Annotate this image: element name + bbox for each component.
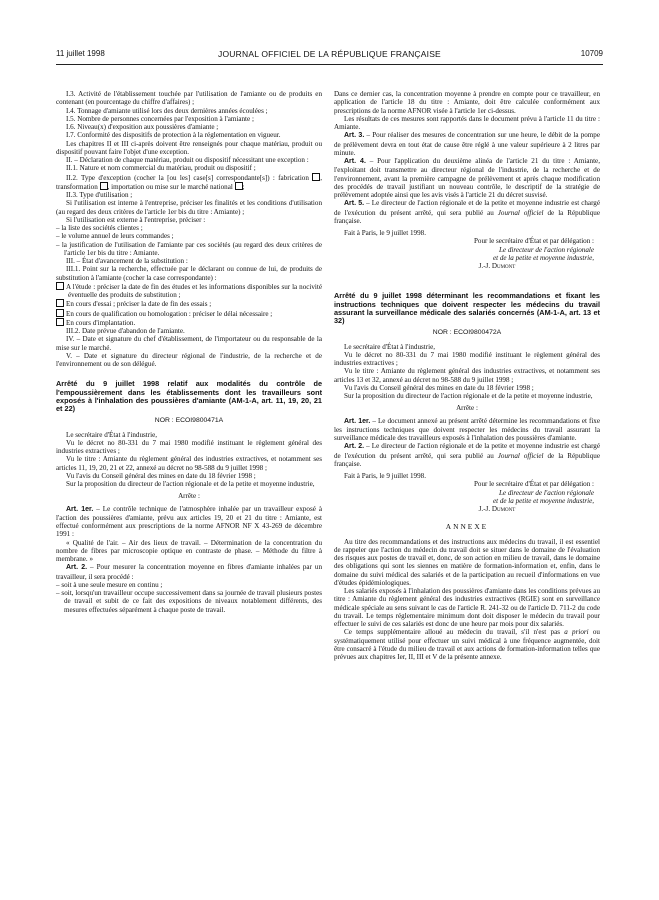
list-item: – soit, lorsqu'un travailleur occupe successivement dans sa journée de travail plusieurs postes de travail et subit de ce fait des expositions de niveaux notablement différents, des mesures effectuées séparément à chaque poste de travail. — [56, 589, 322, 614]
paragraph: I.6. Niveau(x) d'exposition aux poussières d'amiante ; — [66, 123, 219, 131]
checkbox-icon — [56, 318, 64, 326]
paragraph: Vu le titre : Amiante du règlement général des industries extractives, et notamment ses articles 13 et 32, annexé au décret no 98-588 du 9 juillet 1998 ; — [334, 367, 600, 384]
article-text: – Le directeur de l'action régionale et de la petite et moyenne industrie est chargé de l'exécution du présent arrêté, qui sera publié au — [334, 199, 601, 217]
decree-title: Arrêté du 9 juillet 1998 relatif aux modalités du contrôle de l'empoussièrement dans les établissements dont les travailleurs sont exposés à l'inhalation des poussières d'amiante (AM-1-A, art. 11, 19, 20, 21 et 22) — [56, 379, 322, 414]
paragraph: III.1. Point sur la recherche, effectuée par le déclarant ou connue de lui, de produits de substitution à l'amiante (cocher la case correspondante) : — [56, 265, 322, 282]
article-text: – Pour réaliser des mesures de concentration sur une heure, le débit de la pompe de prélèvement devra en tout état de cause être réglé à une valeur supérieure à 2 litres par minute. — [334, 131, 600, 157]
checkbox-item — [56, 309, 322, 318]
annexe-heading: ANNEXE — [445, 522, 489, 532]
exception-type-text: , transformation — [56, 173, 322, 191]
paragraph: I.3. Activité de l'établissement touchée par l'utilisation de l'amiante ou de produits en contenant (en pourcentage du chiffre d'affaires) ; — [56, 90, 322, 107]
signatory-name: J.-J. Dumont — [478, 505, 516, 514]
paragraph-text: ou systématiquement utilisé pour effectuer un suivi médical à une fréquence augmentée, doit être consacré à l'étude du milieu de travail et aux actions de formation-information telles que prévues aux chapitres Ier, II, III et V de la présente annexe. — [334, 628, 600, 662]
signature-line: Pour le secrétaire d'État et par délégation : — [473, 237, 594, 246]
paragraph: III.2. Date prévue d'abandon de l'amiante. — [66, 327, 185, 335]
article-label: Art. 2. — [66, 564, 88, 572]
paragraph: Les salariés exposés à l'inhalation des poussières d'amiante dans les conditions prévues au titre : Amiante du règlement général des industries extractives (RGIE) sont en surveillance médicale spéciale au sens suivant le cas de l'article R. 241-32 ou de l'article D. 711-2 du code du travail. Le temps réglementaire minimum dont doit disposer le médecin du travail pour effectuer le suivi de ces salariés est donc de une heure par mois pour dix salariés. — [334, 587, 600, 629]
paragraph: Si l'utilisation est interne à l'entreprise, préciser les finalités et les conditions d'utilisation (au regard des deux critères de l'article 1er bis du titre : Amiante) ; — [56, 199, 322, 216]
signature-title: et de la petite et moyenne industrie, — [492, 496, 594, 505]
paragraph: Sur la proposition du directeur de l'action régionale et de la petite et moyenne industrie, — [66, 480, 315, 489]
article-text: – Pour mesurer la concentration moyenne en fibres d'amiante inhalées par un travailleur, il sera procédé : — [56, 563, 322, 581]
page-number: 10709 — [580, 49, 603, 58]
checkbox-icon — [100, 182, 108, 190]
checkbox-label: A l'étude : préciser la date de fin des études et les informations disponibles sur la nocivité éventuelle des produits de substitution ; — [66, 282, 322, 299]
article-4 — [334, 157, 600, 199]
article-text: de la République française. — [334, 208, 600, 225]
journal-title: JOURNAL OFFICIEL DE LA RÉPUBLIQUE FRANÇAISE — [218, 49, 441, 59]
paragraph: Le secrétaire d'État à l'industrie, — [344, 342, 435, 351]
article-2 — [334, 442, 600, 468]
paragraph: Si l'utilisation est externe à l'entreprise, préciser : — [66, 215, 206, 224]
paragraph: Dans ce dernier cas, la concentration moyenne à prendre en compte pour ce travailleur, en application de l'article 18 du titre : Amiante, doit être calculée conformément aux prescriptions de la norme AFNOR visée à l'article 1er ci-dessus. — [334, 90, 600, 115]
paragraph: II.3. Type d'utilisation ; — [66, 191, 133, 199]
article-1 — [334, 417, 600, 443]
checkbox-label: En cours d'essai ; préciser la date de fin des essais ; — [66, 300, 212, 309]
article-text: de la République française. — [334, 451, 600, 468]
paragraph: Vu le décret no 80-331 du 7 mai 1980 modifié instituant le règlement général des industries extractives ; — [56, 438, 322, 456]
page-header — [56, 50, 603, 62]
paragraph: V. – Date et signature du directeur régional de l'industrie, de la recherche et de l'environnement ou de son délégué. — [56, 351, 322, 368]
signing-place-date: Fait à Paris, le 9 juillet 1998. — [344, 229, 426, 237]
article-text: – Le document annexé au présent arrêté détermine les recommandations et fixe les instructions techniques que doivent respecter les médecins du travail assurant la surveillance médicale des travailleurs exposés à l'inhalation des poussières d'amiante. — [334, 416, 600, 443]
nor-reference: NOR : ECOI9800471A — [154, 417, 224, 425]
checkbox-item — [56, 318, 322, 327]
exception-type-text: ; — [242, 182, 245, 191]
checkbox-icon — [235, 182, 243, 190]
paragraph: Vu le décret no 80-331 du 7 mai 1980 modifié instituant le règlement général des industries extractives ; — [334, 350, 600, 368]
section-heading: III. – État d'avancement de la substitution : — [66, 257, 188, 265]
signatory-name: J.-J. Dumont — [478, 262, 516, 270]
checkbox-item — [56, 299, 322, 308]
checkbox-item — [56, 282, 322, 300]
article-2 — [56, 563, 322, 581]
section-heading: II. – Déclaration de chaque matériau, produit ou dispositif nécessitant une exception : — [66, 156, 309, 164]
article-label: Art. 3. — [344, 132, 365, 140]
emphasis-text: a priori — [564, 628, 589, 637]
article-text: – Pour l'application du deuxième alinéa de l'article 21 du titre : Amiante, l'exploitant doit transmettre au directeur régional de l'industrie, de la recherche et de l'environnement, avant la première campagne de prélèvement et après chaque modification des procédés de travail justifiant un nouveau contrôle, le descriptif de la stratégie de prélèvement adoptée ainsi que les avis visés à l'article 21 du décret susvisé. — [334, 157, 600, 199]
checkbox-icon — [56, 309, 64, 317]
paragraph: Sur la proposition du directeur de l'action régionale et de la petite et moyenne industrie, — [344, 392, 593, 401]
exception-type-text: , importation ou mise sur le marché national — [107, 182, 233, 191]
article-text: – Le directeur de l'action régionale et de la petite et moyenne industrie est chargé de l'exécution du présent arrêté, qui sera publié au — [334, 442, 601, 460]
journal-name: Journal officiel — [497, 208, 544, 217]
checkbox-icon — [56, 299, 64, 307]
signature-title: Le directeur de l'action régionale — [498, 488, 594, 497]
left-column — [56, 90, 322, 614]
arrete-heading: Arrête : — [178, 492, 200, 501]
arrete-heading: Arrête : — [456, 404, 478, 413]
paragraph-text: Ce temps supplémentaire alloué au médecin du travail, s'il n'est pas — [344, 628, 565, 637]
paragraph: Les résultats de ces mesures sont rapportés dans le document prévu à l'article 11 du titre : Amiante. — [334, 114, 600, 131]
checkbox-icon — [56, 282, 64, 290]
signature-title: Le directeur de l'action régionale — [498, 245, 594, 254]
article-label: Art. 2. — [344, 443, 365, 451]
list-item: – le volume annuel de leurs commandes ; — [56, 232, 174, 241]
article-5 — [334, 199, 600, 225]
list-item: – soit à une seule mesure en continu ; — [56, 580, 163, 589]
exception-type-text: II.2. Type d'exception (cocher la [ou les] case[s] correspondante[s]) : fabrication — [66, 173, 309, 182]
paragraph: « Qualité de l'air. – Air des lieux de travail. – Détermination de la concentration du nombre de fibres par microscopie optique en contraste de phase. – Méthode du filtre à membrane. » — [56, 538, 322, 564]
signature-line: Pour le secrétaire d'État et par délégation : — [473, 480, 594, 489]
article-text: – Le contrôle technique de l'atmosphère inhalée par un travailleur exposé à l'action des poussières d'amiante, prévu aux articles 19, 20 et 21 du titre : Amiante, est effectué conformément aux prescriptions de la norme AFNOR NF X 43-269 de décembre 1991 : — [56, 504, 322, 539]
header-rule — [56, 64, 603, 65]
paragraph: I.7. Conformité des dispositifs de protection à la réglementation en vigueur. — [66, 131, 281, 140]
list-item: – la liste des sociétés clientes ; — [56, 224, 143, 232]
right-column — [334, 90, 600, 661]
paragraph: Vu l'avis du Conseil général des mines en date du 18 février 1998 ; — [66, 471, 256, 480]
article-label: Art. 1er. — [66, 505, 94, 513]
nor-reference: NOR : ECOI9800472A — [432, 329, 502, 337]
paragraph: II.1. Nature et nom commercial du matériau, produit ou dispositif ; — [66, 164, 256, 173]
article-1 — [56, 505, 322, 539]
article-3 — [334, 131, 600, 157]
paragraph-exception-type — [56, 173, 322, 192]
checkbox-label: En cours d'implantation. — [66, 318, 136, 327]
journal-name: Journal officiel — [497, 451, 544, 460]
article-label: Art. 4. — [344, 158, 366, 165]
issue-date: 11 juillet 1998 — [56, 49, 105, 58]
paragraph: IV. – Date et signature du chef d'établissement, de l'importateur ou du responsable de la mise sur le marché. — [56, 335, 322, 352]
paragraph: Au titre des recommandations et des instructions aux médecins du travail, il est essentiel de rappeler que l'action du médecin du travail doit se situer dans le domaine de l'évaluation des risques aux postes de travail et, donc, de son action en milieu de travail, dans le domaine des obligations qui sont les siennes en matière de formation-information et, enfin, dans le domaine du suivi médical des salariés et de la participation au recueil d'informations en vue d'études épidémiologiques. — [334, 537, 600, 587]
decree-title: Arrêté du 9 juillet 1998 déterminant les recommandations et fixant les instructions techniques que doivent respecter les médecins du travail assurant la surveillance médicale des salariés concernés (AM-1-A, art. 13 et 32) — [334, 291, 600, 326]
paragraph: Le secrétaire d'État à l'industrie, — [66, 430, 157, 439]
paragraph — [334, 628, 600, 661]
article-label: Art. 5. — [344, 200, 365, 208]
list-item: – la justification de l'utilisation de l'amiante par ces sociétés (au regard des deux critères de l'article 1er bis du titre : Amiante. — [56, 240, 322, 257]
paragraph: Vu l'avis du Conseil général des mines en date du 18 février 1998 ; — [344, 383, 534, 392]
signature-title: et de la petite et moyenne industrie, — [492, 253, 594, 262]
article-label: Art. 1er. — [344, 417, 371, 425]
checkbox-label: En cours de qualification ou homologation : préciser le délai nécessaire ; — [66, 309, 273, 318]
paragraph: I.4. Tonnage d'amiante utilisé lors des deux dernières années écoulées ; — [66, 106, 268, 115]
paragraph: Les chapitres II et III ci-après doivent être renseignés pour chaque matériau, produit ou dispositif pouvant faire l'objet d'une exception. — [56, 139, 322, 156]
signing-place-date: Fait à Paris, le 9 juillet 1998. — [344, 472, 426, 481]
paragraph: Vu le titre : Amiante du règlement général des industries extractives, et notamment ses articles 11, 19, 20, 21 et 22, annexé au décret no 98-588 du 9 juillet 1998 ; — [56, 455, 322, 472]
paragraph: I.5. Nombre de personnes concernées par l'exposition à l'amiante ; — [66, 114, 254, 123]
